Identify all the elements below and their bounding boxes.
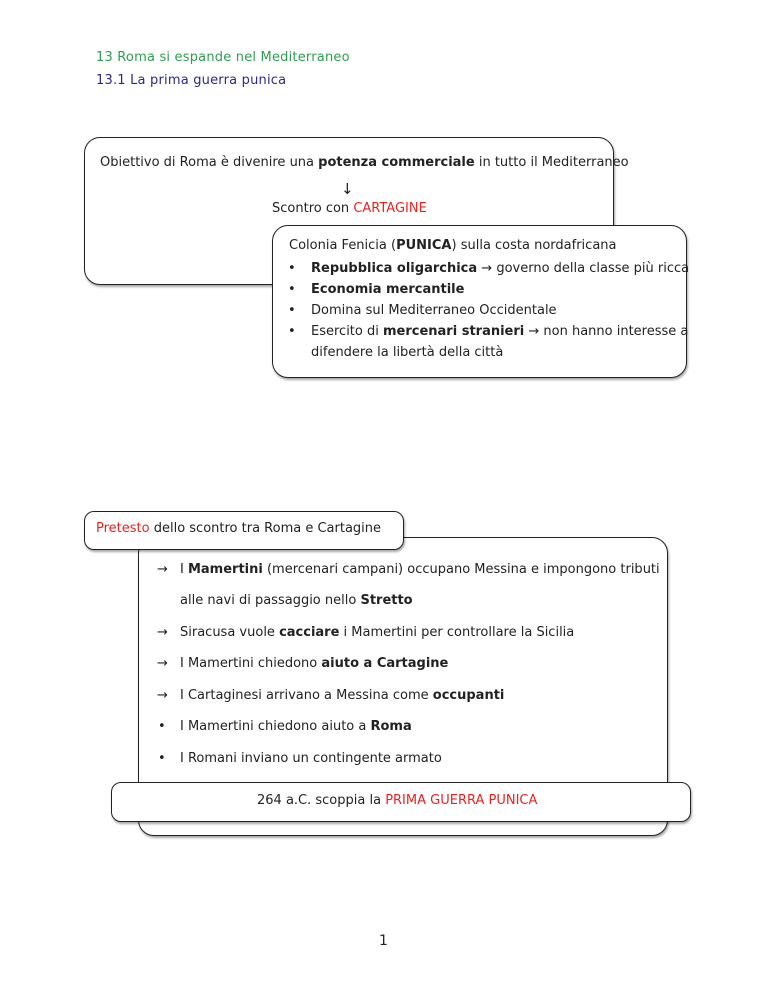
carthage-item-army: Esercito di mercenari stranieri → non hanno interesse a: [311, 324, 689, 339]
carthage-intro: Colonia Fenicia (PUNICA) sulla costa nordafricana: [289, 238, 617, 253]
right-arrow-icon: →: [157, 656, 168, 671]
event-mamertini: I Mamertini (mercenari campani) occupano Messina e impongono tributi: [180, 562, 660, 577]
right-arrow-icon: →: [157, 625, 168, 640]
carthage-item-government: Repubblica oligarchica → governo della classe più ricca: [311, 261, 690, 276]
pretext-label: Pretesto dello scontro tra Roma e Cartagine: [96, 521, 382, 536]
objective-text: Obiettivo di Roma è divenire una potenza commerciale in tutto il Mediterraneo: [100, 155, 629, 170]
right-arrow-icon: →: [157, 688, 168, 703]
bullet-icon: •: [158, 719, 166, 734]
down-arrow-icon: ↓: [341, 180, 354, 198]
bullet-icon: •: [158, 751, 166, 766]
clash-text: Scontro con CARTAGINE: [272, 201, 427, 216]
right-arrow-icon: →: [157, 562, 168, 577]
event-mamertini-cont: alle navi di passaggio nello Stretto: [180, 593, 413, 608]
section-heading: 13.1 La prima guerra punica: [96, 73, 287, 88]
page-number: 1: [379, 933, 388, 949]
outcome-text: 264 a.C. scoppia la PRIMA GUERRA PUNICA: [257, 793, 538, 808]
carthage-item-economy: Economia mercantile: [311, 282, 465, 297]
event-help-carthage: I Mamertini chiedono aiuto a Cartagine: [180, 656, 449, 671]
carthage-item-army-cont: difendere la libertà della città: [311, 345, 504, 360]
event-help-rome: I Mamertini chiedono aiuto a Roma: [180, 719, 412, 734]
carthage-item-dominance: Domina sul Mediterraneo Occidentale: [311, 303, 557, 318]
event-rome-army: I Romani inviano un contingente armato: [180, 751, 442, 766]
bullet-icon: •: [288, 324, 296, 339]
bullet-icon: •: [288, 261, 296, 276]
bullet-icon: •: [288, 282, 296, 297]
bullet-icon: •: [288, 303, 296, 318]
chapter-heading: 13 Roma si espande nel Mediterraneo: [96, 50, 350, 65]
event-carthage-occupy: I Cartaginesi arrivano a Messina come occupanti: [180, 688, 505, 703]
event-siracusa: Siracusa vuole cacciare i Mamertini per controllare la Sicilia: [180, 625, 575, 640]
